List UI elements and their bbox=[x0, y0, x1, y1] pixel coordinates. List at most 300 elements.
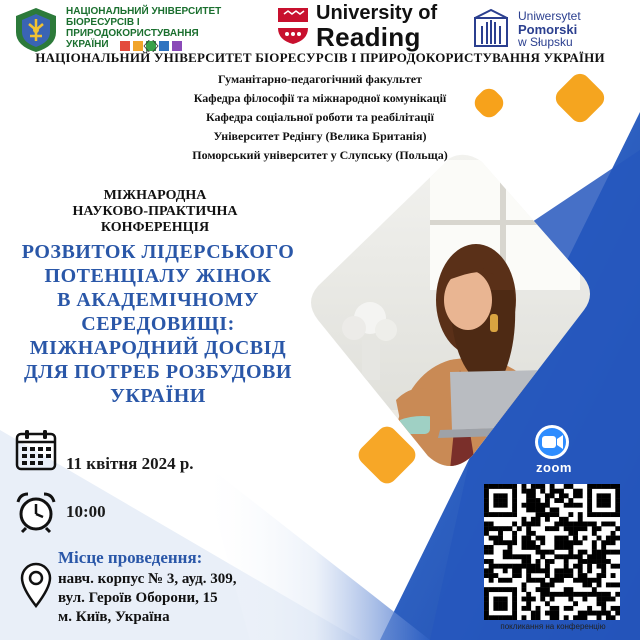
qr-module bbox=[606, 540, 611, 545]
qr-module bbox=[484, 503, 489, 508]
qr-module bbox=[526, 554, 531, 559]
qr-module bbox=[601, 597, 606, 602]
qr-module bbox=[597, 503, 602, 508]
qr-module bbox=[484, 587, 489, 592]
qr-module bbox=[582, 597, 587, 602]
qr-module bbox=[531, 540, 536, 545]
qr-module bbox=[489, 587, 494, 592]
qr-module bbox=[559, 554, 564, 559]
qr-module bbox=[540, 503, 545, 508]
qr-module bbox=[554, 489, 559, 494]
qr-module bbox=[568, 498, 573, 503]
qr-module bbox=[531, 507, 536, 512]
qr-module bbox=[611, 615, 616, 620]
qr-module bbox=[559, 545, 564, 550]
qr-module bbox=[611, 484, 616, 489]
conference-title-line: ДЛЯ ПОТРЕБ РОЗБУДОВИ bbox=[24, 361, 292, 383]
conference-title-line: РОЗВИТОК ЛІДЕРСЬКОГО bbox=[21, 241, 295, 263]
qr-module bbox=[564, 587, 569, 592]
qr-module bbox=[526, 489, 531, 494]
qr-module bbox=[484, 526, 489, 531]
qr-module bbox=[578, 493, 583, 498]
woman-laptop-photo bbox=[300, 150, 600, 470]
qr-module bbox=[597, 526, 602, 531]
qr-module bbox=[611, 540, 616, 545]
qr-module bbox=[489, 512, 494, 517]
map-pin-icon bbox=[18, 560, 54, 608]
qr-module bbox=[526, 564, 531, 569]
qr-module bbox=[597, 597, 602, 602]
qr-module bbox=[615, 582, 620, 587]
qr-module bbox=[564, 493, 569, 498]
qr-module bbox=[503, 540, 508, 545]
qr-module bbox=[484, 611, 489, 616]
qr-module bbox=[601, 540, 606, 545]
qr-module bbox=[531, 517, 536, 522]
qr-module bbox=[540, 578, 545, 583]
qr-module bbox=[522, 615, 527, 620]
qr-module bbox=[611, 550, 616, 555]
qr-module bbox=[536, 611, 541, 616]
qr-module bbox=[601, 611, 606, 616]
qr-module bbox=[559, 489, 564, 494]
qr-module bbox=[522, 597, 527, 602]
reading-main-text: Reading bbox=[316, 22, 421, 52]
qr-module bbox=[517, 573, 522, 578]
qr-module bbox=[498, 536, 503, 541]
qr-module bbox=[592, 512, 597, 517]
qr-module bbox=[498, 531, 503, 536]
qr-module bbox=[531, 531, 536, 536]
qr-module bbox=[522, 564, 527, 569]
qr-module bbox=[601, 512, 606, 517]
qr-module bbox=[554, 540, 559, 545]
conference-title bbox=[8, 240, 308, 408]
qr-module bbox=[512, 484, 517, 489]
qr-module bbox=[550, 526, 555, 531]
qr-module bbox=[554, 512, 559, 517]
qr-module bbox=[615, 503, 620, 508]
qr-module bbox=[531, 503, 536, 508]
qr-module bbox=[606, 512, 611, 517]
qr-module bbox=[545, 559, 550, 564]
nubip-name-line2: БІОРЕСУРСІВ І ПРИРОДОКОРИСТУВАННЯ bbox=[66, 17, 199, 39]
qr-module bbox=[611, 512, 616, 517]
qr-module bbox=[522, 517, 527, 522]
qr-module bbox=[568, 531, 573, 536]
qr-module bbox=[601, 554, 606, 559]
qr-module bbox=[507, 545, 512, 550]
qr-module bbox=[568, 554, 573, 559]
qr-module bbox=[611, 522, 616, 527]
qr-module bbox=[526, 526, 531, 531]
qr-module bbox=[582, 592, 587, 597]
qr-module bbox=[540, 484, 545, 489]
qr-module bbox=[498, 601, 503, 606]
qr-module bbox=[578, 512, 583, 517]
qr-module bbox=[531, 564, 536, 569]
qr-module bbox=[573, 493, 578, 498]
qr-module bbox=[512, 536, 517, 541]
qr-module bbox=[512, 573, 517, 578]
qr-module bbox=[587, 559, 592, 564]
qr-module bbox=[578, 592, 583, 597]
qr-module bbox=[592, 550, 597, 555]
qr-module bbox=[615, 611, 620, 616]
qr-module bbox=[540, 582, 545, 587]
qr-module bbox=[522, 606, 527, 611]
qr-module bbox=[493, 587, 498, 592]
qr-module bbox=[587, 507, 592, 512]
qr-module bbox=[536, 484, 541, 489]
qr-module bbox=[615, 564, 620, 569]
qr-module bbox=[503, 601, 508, 606]
qr-module bbox=[522, 582, 527, 587]
qr-module bbox=[531, 545, 536, 550]
qr-module bbox=[517, 568, 522, 573]
pomorski-line3: w Słupsku bbox=[518, 35, 573, 49]
qr-module bbox=[615, 550, 620, 555]
qr-module bbox=[554, 498, 559, 503]
qr-module bbox=[573, 578, 578, 583]
qr-module bbox=[531, 578, 536, 583]
qr-module bbox=[578, 554, 583, 559]
qr-module bbox=[503, 503, 508, 508]
qr-module bbox=[484, 568, 489, 573]
qr-module bbox=[545, 498, 550, 503]
qr-module bbox=[507, 587, 512, 592]
qr-module bbox=[568, 526, 573, 531]
qr-module bbox=[531, 484, 536, 489]
qr-module bbox=[545, 582, 550, 587]
qr-module bbox=[526, 540, 531, 545]
qr-module bbox=[578, 489, 583, 494]
qr-module bbox=[611, 531, 616, 536]
qr-module bbox=[568, 606, 573, 611]
qr-module bbox=[498, 540, 503, 545]
qr-module bbox=[554, 522, 559, 527]
qr-module bbox=[484, 484, 489, 489]
qr-module bbox=[512, 503, 517, 508]
qr-module bbox=[503, 493, 508, 498]
qr-module bbox=[554, 554, 559, 559]
qr-module bbox=[587, 554, 592, 559]
qr-caption: покликання на конференцію bbox=[500, 622, 606, 631]
qr-module bbox=[503, 606, 508, 611]
qr-module bbox=[554, 578, 559, 583]
qr-module bbox=[493, 493, 498, 498]
qr-module bbox=[540, 536, 545, 541]
qr-module bbox=[568, 573, 573, 578]
venue-line: навч. корпус № 3, ауд. 309, bbox=[58, 571, 237, 587]
qr-module bbox=[611, 597, 616, 602]
qr-module bbox=[597, 601, 602, 606]
qr-module bbox=[498, 597, 503, 602]
qr-module bbox=[559, 540, 564, 545]
qr-module bbox=[597, 536, 602, 541]
qr-module bbox=[592, 554, 597, 559]
qr-module bbox=[498, 587, 503, 592]
qr-module bbox=[554, 526, 559, 531]
qr-module bbox=[484, 545, 489, 550]
qr-module bbox=[601, 568, 606, 573]
qr-module bbox=[615, 512, 620, 517]
qr-module bbox=[615, 484, 620, 489]
qr-module bbox=[503, 578, 508, 583]
qr-module bbox=[489, 484, 494, 489]
qr-module bbox=[484, 522, 489, 527]
qr-module bbox=[540, 489, 545, 494]
qr-module bbox=[550, 550, 555, 555]
qr-module bbox=[587, 484, 592, 489]
qr-module bbox=[564, 554, 569, 559]
qr-module bbox=[554, 568, 559, 573]
conference-type-line1: МІЖНАРОДНА bbox=[103, 188, 207, 203]
qr-module bbox=[522, 484, 527, 489]
qr-module bbox=[503, 597, 508, 602]
qr-module bbox=[498, 564, 503, 569]
qr-module bbox=[484, 606, 489, 611]
qr-module bbox=[526, 592, 531, 597]
qr-module bbox=[512, 531, 517, 536]
qr-module bbox=[545, 611, 550, 616]
qr-module bbox=[606, 550, 611, 555]
qr-module bbox=[611, 536, 616, 541]
qr-module bbox=[531, 489, 536, 494]
qr-module bbox=[522, 554, 527, 559]
qr-module bbox=[522, 489, 527, 494]
qr-module bbox=[578, 573, 583, 578]
qr-module bbox=[531, 615, 536, 620]
qr-module bbox=[484, 573, 489, 578]
qr-module bbox=[564, 503, 569, 508]
qr-module bbox=[559, 578, 564, 583]
calendar-icon bbox=[14, 428, 58, 472]
pomorski-logo bbox=[472, 8, 510, 48]
affiliation-reading: Університет Редінгу (Велика Британія) bbox=[213, 129, 427, 143]
qr-module bbox=[536, 564, 541, 569]
qr-module bbox=[512, 564, 517, 569]
qr-module bbox=[489, 559, 494, 564]
qr-module bbox=[606, 582, 611, 587]
venue-line: вул. Героїв Оборони, 15 bbox=[58, 590, 218, 606]
qr-module bbox=[536, 503, 541, 508]
qr-module bbox=[550, 489, 555, 494]
qr-module bbox=[540, 587, 545, 592]
qr-module bbox=[554, 606, 559, 611]
qr-code[interactable] bbox=[484, 484, 620, 620]
qr-module bbox=[564, 526, 569, 531]
qr-module bbox=[582, 578, 587, 583]
qr-module bbox=[531, 568, 536, 573]
qr-module bbox=[606, 611, 611, 616]
qr-module bbox=[550, 606, 555, 611]
qr-module bbox=[573, 522, 578, 527]
qr-module bbox=[564, 484, 569, 489]
qr-module bbox=[615, 498, 620, 503]
qr-module bbox=[489, 578, 494, 583]
qr-module bbox=[573, 526, 578, 531]
qr-module bbox=[498, 578, 503, 583]
qr-module bbox=[606, 536, 611, 541]
qr-module bbox=[587, 493, 592, 498]
qr-module bbox=[522, 587, 527, 592]
qr-module bbox=[507, 484, 512, 489]
qr-module bbox=[545, 587, 550, 592]
conference-title-line: В АКАДЕМІЧНОМУ bbox=[57, 289, 259, 311]
qr-module bbox=[498, 493, 503, 498]
qr-module bbox=[545, 601, 550, 606]
qr-module bbox=[545, 512, 550, 517]
qr-module bbox=[484, 601, 489, 606]
qr-module bbox=[484, 550, 489, 555]
qr-module bbox=[559, 568, 564, 573]
qr-module bbox=[512, 611, 517, 616]
qr-module bbox=[564, 564, 569, 569]
qr-module bbox=[540, 550, 545, 555]
qr-module bbox=[536, 578, 541, 583]
qr-module bbox=[587, 564, 592, 569]
qr-module bbox=[503, 484, 508, 489]
event-time: 10:00 bbox=[66, 502, 106, 521]
event-date: 11 квітня 2024 р. bbox=[66, 454, 194, 473]
qr-module bbox=[536, 536, 541, 541]
qr-module bbox=[611, 573, 616, 578]
zoom-label: zoom bbox=[536, 460, 572, 475]
qr-module bbox=[512, 498, 517, 503]
qr-module bbox=[592, 592, 597, 597]
qr-module bbox=[592, 484, 597, 489]
qr-module bbox=[597, 578, 602, 583]
qr-module bbox=[606, 559, 611, 564]
qr-module bbox=[526, 507, 531, 512]
qr-module bbox=[493, 526, 498, 531]
qr-module bbox=[489, 615, 494, 620]
qr-module bbox=[601, 484, 606, 489]
nubip-crest-logo bbox=[12, 6, 60, 54]
qr-module bbox=[601, 503, 606, 508]
qr-module bbox=[550, 611, 555, 616]
qr-module bbox=[489, 573, 494, 578]
qr-module bbox=[498, 512, 503, 517]
zoom-camera-icon[interactable] bbox=[532, 424, 572, 460]
qr-module bbox=[615, 592, 620, 597]
qr-module bbox=[564, 568, 569, 573]
qr-module bbox=[559, 498, 564, 503]
qr-module bbox=[545, 592, 550, 597]
qr-module bbox=[512, 512, 517, 517]
qr-module bbox=[489, 545, 494, 550]
qr-module bbox=[592, 587, 597, 592]
qr-module bbox=[484, 512, 489, 517]
qr-module bbox=[507, 578, 512, 583]
qr-module bbox=[568, 592, 573, 597]
qr-module bbox=[522, 503, 527, 508]
qr-module bbox=[498, 615, 503, 620]
qr-module bbox=[582, 522, 587, 527]
qr-module bbox=[531, 493, 536, 498]
qr-module bbox=[568, 545, 573, 550]
qr-module bbox=[536, 522, 541, 527]
qr-module bbox=[592, 559, 597, 564]
qr-module bbox=[498, 526, 503, 531]
qr-module bbox=[601, 550, 606, 555]
qr-module bbox=[573, 540, 578, 545]
qr-module bbox=[526, 522, 531, 527]
qr-module bbox=[512, 568, 517, 573]
qr-module bbox=[606, 498, 611, 503]
qr-module bbox=[606, 503, 611, 508]
qr-module bbox=[578, 615, 583, 620]
qr-module bbox=[568, 568, 573, 573]
qr-module bbox=[550, 578, 555, 583]
qr-module bbox=[493, 573, 498, 578]
affiliation-dept-philosophy: Кафедра філософії та міжнародної комунікації bbox=[193, 91, 447, 105]
qr-module bbox=[498, 606, 503, 611]
qr-module bbox=[582, 582, 587, 587]
conference-title-line: МІЖНАРОДНИЙ ДОСВІД bbox=[29, 337, 287, 359]
qr-module bbox=[517, 526, 522, 531]
qr-module bbox=[550, 559, 555, 564]
qr-module bbox=[564, 545, 569, 550]
qr-module bbox=[582, 526, 587, 531]
qr-module bbox=[568, 540, 573, 545]
qr-module bbox=[559, 522, 564, 527]
qr-module bbox=[587, 498, 592, 503]
qr-module bbox=[526, 531, 531, 536]
qr-module bbox=[606, 597, 611, 602]
qr-module bbox=[484, 615, 489, 620]
qr-module bbox=[536, 517, 541, 522]
qr-module bbox=[573, 554, 578, 559]
qr-module bbox=[597, 484, 602, 489]
qr-module bbox=[601, 493, 606, 498]
qr-module bbox=[512, 507, 517, 512]
qr-module bbox=[597, 493, 602, 498]
qr-module bbox=[597, 564, 602, 569]
qr-module bbox=[536, 559, 541, 564]
qr-module bbox=[507, 564, 512, 569]
qr-module bbox=[568, 597, 573, 602]
qr-module bbox=[601, 545, 606, 550]
qr-module bbox=[601, 559, 606, 564]
qr-module bbox=[592, 522, 597, 527]
qr-module bbox=[578, 517, 583, 522]
qr-module bbox=[540, 597, 545, 602]
qr-module bbox=[606, 615, 611, 620]
qr-module bbox=[536, 606, 541, 611]
qr-module bbox=[507, 615, 512, 620]
qr-module bbox=[484, 592, 489, 597]
qr-module bbox=[578, 522, 583, 527]
qr-module bbox=[531, 611, 536, 616]
qr-module bbox=[592, 531, 597, 536]
qr-module bbox=[536, 587, 541, 592]
qr-module bbox=[503, 564, 508, 569]
qr-module bbox=[550, 493, 555, 498]
qr-module bbox=[493, 512, 498, 517]
qr-module bbox=[587, 592, 592, 597]
qr-module bbox=[554, 615, 559, 620]
qr-module bbox=[503, 554, 508, 559]
qr-module bbox=[512, 522, 517, 527]
reading-crest-logo bbox=[276, 6, 310, 46]
qr-module bbox=[573, 536, 578, 541]
reading-top-text: University of bbox=[316, 2, 438, 24]
qr-module bbox=[484, 531, 489, 536]
conference-type-line2: НАУКОВО-ПРАКТИЧНА КОНФЕРЕНЦІЯ bbox=[72, 204, 238, 235]
venue-label: Місце проведення: bbox=[58, 548, 203, 567]
